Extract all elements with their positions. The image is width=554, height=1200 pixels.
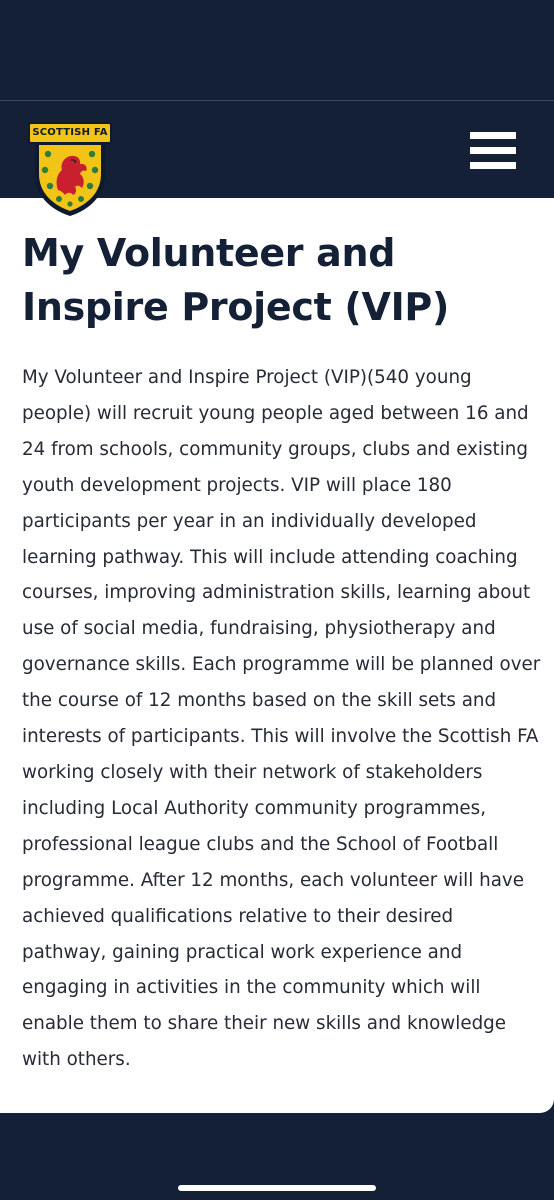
status-bar	[0, 0, 554, 100]
article-content	[0, 198, 554, 1113]
crest-shield-icon	[31, 140, 109, 218]
page-title: My Volunteer and Inspire Project (VIP)	[22, 231, 450, 329]
logo-banner-text: SCOTTISH FA	[28, 122, 112, 144]
article-body: My Volunteer and Inspire Project (VIP)(540 young people) will recruit young people aged between 16 and 24 from schools, community groups, clubs and existing youth development projects. VIP will place 180 participants per year in an individually developed learning pathway. This will include attending coaching courses, improving administration skills, learning about use of social media, fundraising, physiotherapy and governance skills. Each programme will be planned over the course of 12 months based on the skill sets and interests of participants. This will involve the Scottish FA working closely with their network of stakeholders including Local Authority community programmes, professional league clubs and the School of Football programme. After 12 months, each volunteer will have achieved qualifications relative to their desired pathway, gaining practical work experience and engaging in activities in the community which will enable them to share their new skills and knowledge with others.	[22, 367, 541, 1071]
home-indicator[interactable]	[178, 1185, 376, 1191]
scottish-fa-logo[interactable]	[28, 122, 112, 218]
menu-bar	[470, 132, 516, 139]
menu-bar	[470, 162, 516, 169]
menu-bar	[470, 147, 516, 154]
hamburger-menu-icon[interactable]	[466, 126, 522, 176]
